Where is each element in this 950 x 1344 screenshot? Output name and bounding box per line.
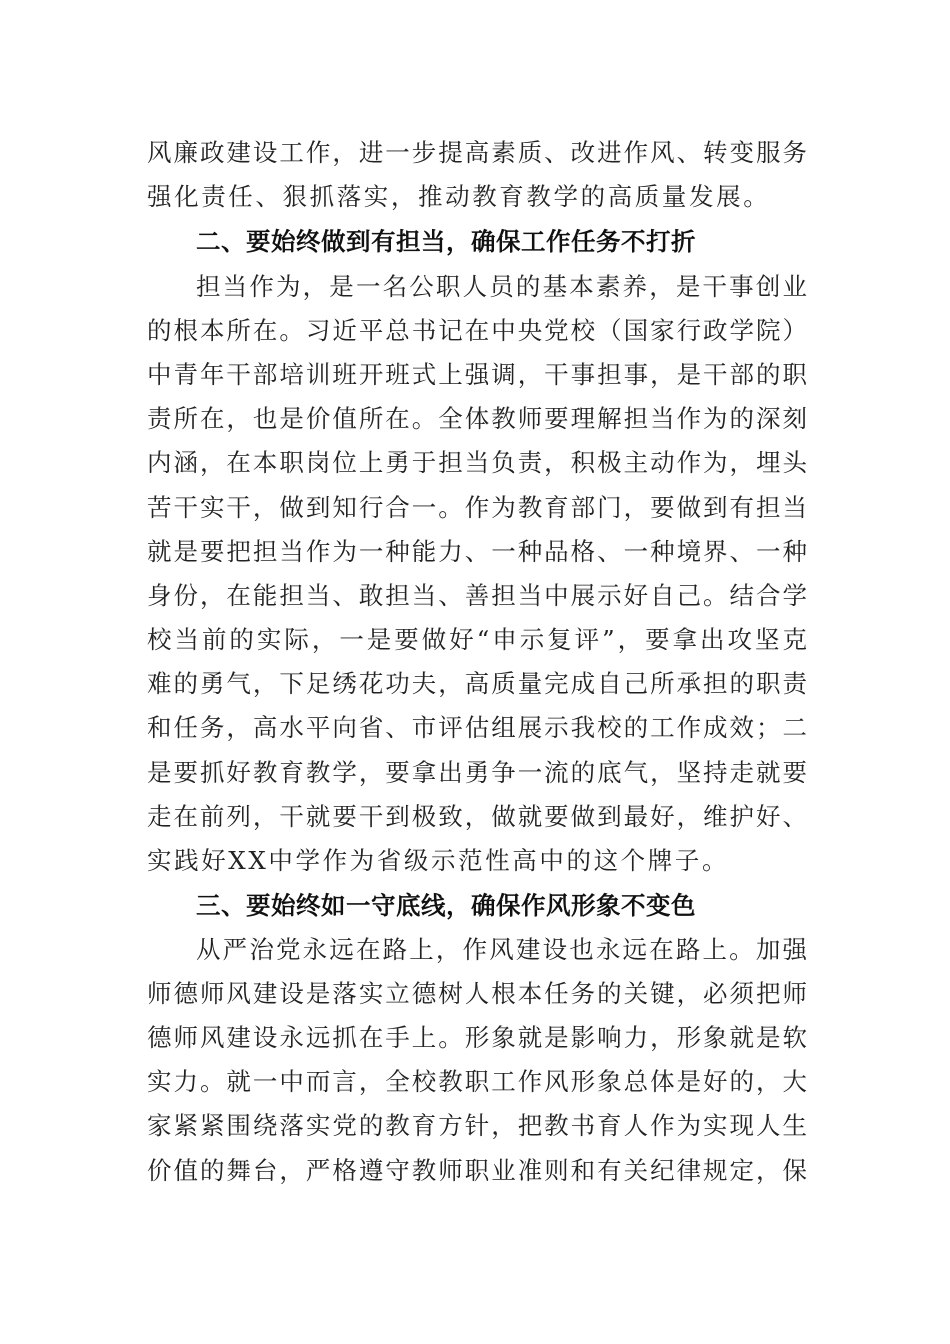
paragraph-line: 实力。就一中而言，全校教职工作风形象总体是好的，大 xyxy=(147,1067,807,1096)
paragraph-line: 实践好XX中学作为省级示范性高中的这个牌子。 xyxy=(147,846,730,875)
paragraph-line: 家紧紧围绕落实党的教育方针，把教书育人作为实现人生 xyxy=(147,1111,807,1140)
paragraph-line: 就是要把担当作为一种能力、一种品格、一种境界、一种 xyxy=(147,537,807,566)
paragraph-line: 中青年干部培训班开班式上强调，干事担事，是干部的职 xyxy=(147,360,807,389)
paragraph-line: 从严治党永远在路上，作风建设也永远在路上。加强 xyxy=(196,935,807,964)
paragraph-line: 风廉政建设工作，进一步提高素质、改进作风、转变服务 xyxy=(147,138,807,167)
paragraph-line: 走在前列，干就要干到极致，做就要做到最好，维护好、 xyxy=(147,802,807,831)
paragraph-line: 德师风建设永远抓在手上。形象就是影响力，形象就是软 xyxy=(147,1023,807,1052)
paragraph-line: 担当作为，是一名公职人员的基本素养，是干事创业 xyxy=(196,272,807,301)
paragraph-line: 是要抓好教育教学，要拿出勇争一流的底气，坚持走就要 xyxy=(147,758,807,787)
paragraph-line: 难的勇气，下足绣花功夫，高质量完成自己所承担的职责 xyxy=(147,669,807,698)
paragraph-line: 师德师风建设是落实立德树人根本任务的关键，必须把师 xyxy=(147,979,807,1008)
paragraph-line: 内涵，在本职岗位上勇于担当负责，积极主动作为，埋头 xyxy=(147,448,807,477)
section-heading-2: 二、要始终做到有担当，确保工作任务不打折 xyxy=(196,227,696,256)
paragraph-line: 价值的舞台，严格遵守教师职业准则和有关纪律规定，保 xyxy=(147,1156,807,1185)
paragraph-line: 和任务，高水平向省、市评估组展示我校的工作成效；二 xyxy=(147,713,807,742)
paragraph-line: 校当前的实际，一是要做好“申示复评”，要拿出攻坚克 xyxy=(147,625,807,654)
paragraph-line: 苦干实干，做到知行合一。作为教育部门，要做到有担当 xyxy=(147,493,807,522)
section-heading-3: 三、要始终如一守底线，确保作风形象不变色 xyxy=(196,891,696,920)
paragraph-line: 强化责任、狠抓落实，推动教育教学的高质量发展。 xyxy=(147,182,771,211)
paragraph-line: 的根本所在。习近平总书记在中央党校（国家行政学院） xyxy=(147,316,807,345)
paragraph-line: 责所在，也是价值所在。全体教师要理解担当作为的深刻 xyxy=(147,404,807,433)
paragraph-line: 身份，在能担当、敢担当、善担当中展示好自己。结合学 xyxy=(147,581,807,610)
